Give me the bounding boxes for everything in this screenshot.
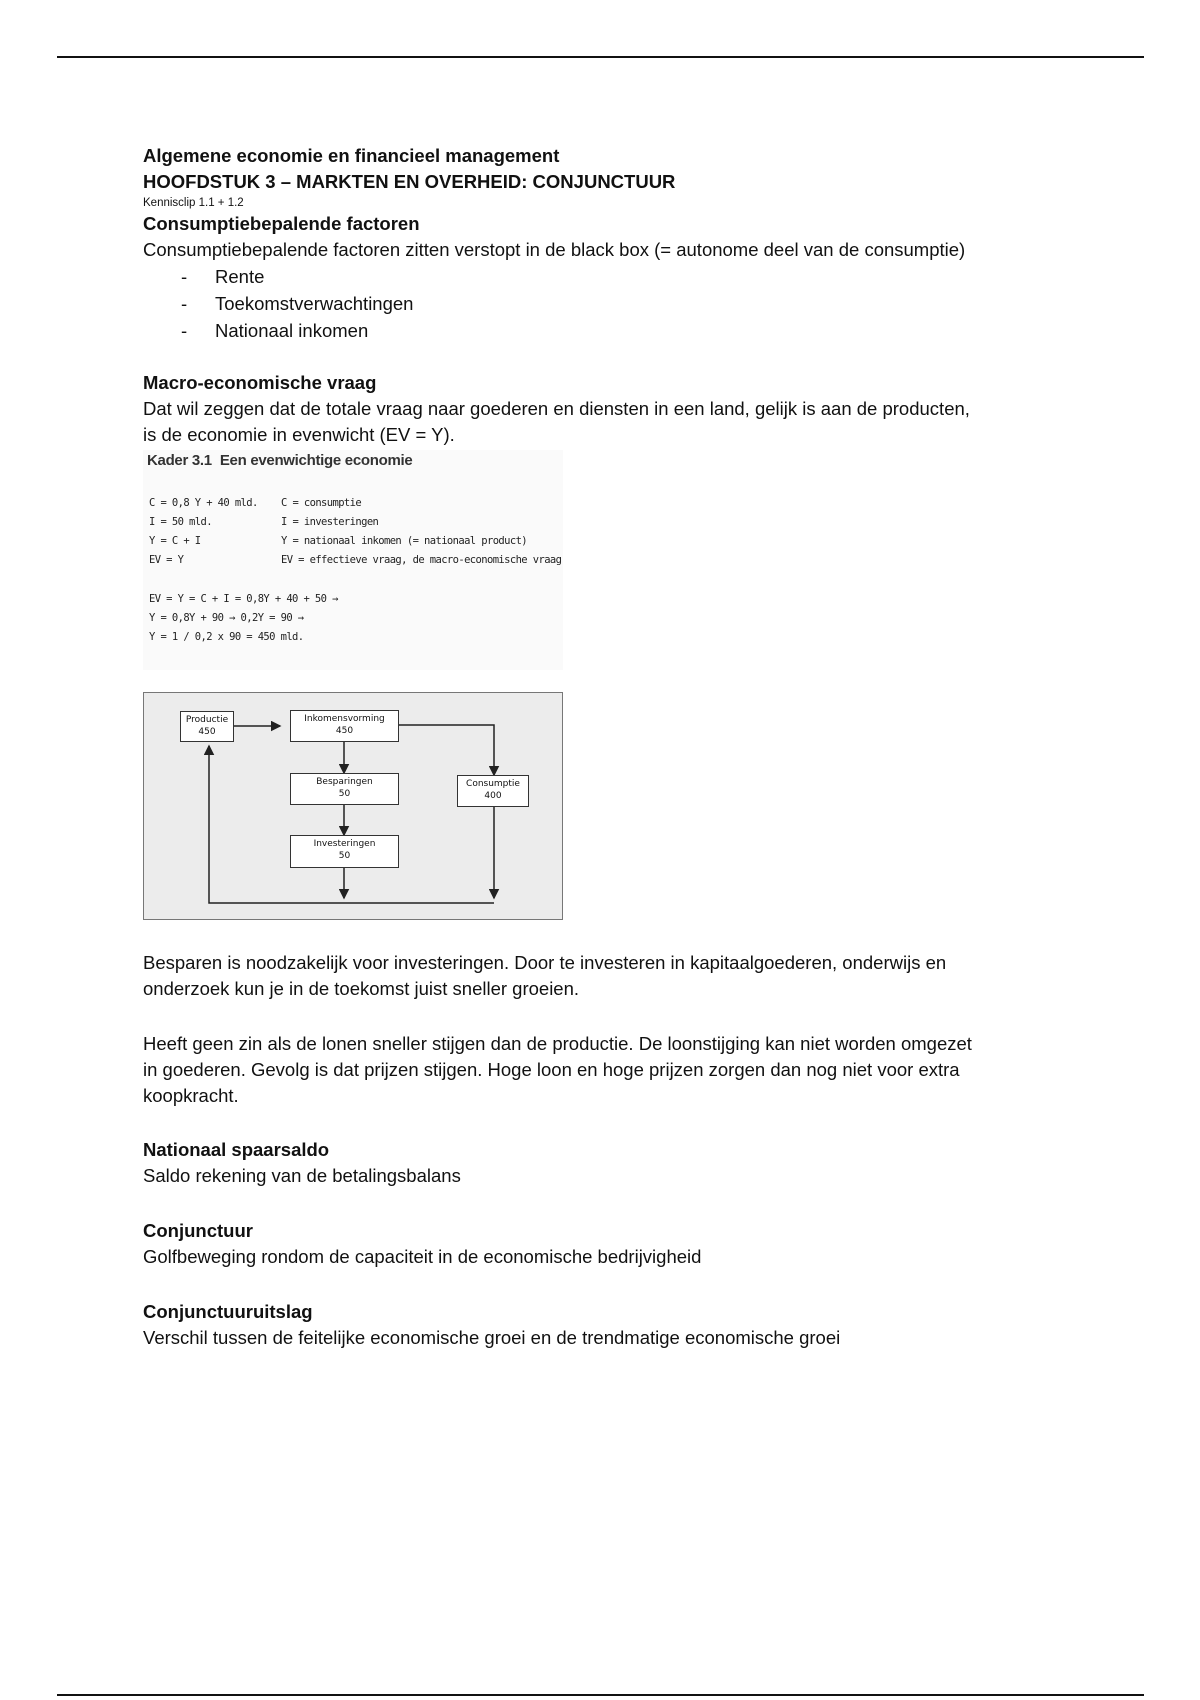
chapter-title: HOOFDSTUK 3 – MARKTEN EN OVERHEID: CONJUNCTUUR	[143, 171, 676, 192]
kader-derivation	[149, 590, 338, 647]
flow-box-besparingen	[290, 773, 399, 805]
bottom-rule	[57, 1694, 1144, 1696]
section-text-conjunctuuruitslag: Verschil tussen de feitelijke economische groei en de trendmatige economische groei	[143, 1327, 841, 1348]
arrow-return-productie	[209, 746, 494, 903]
factor-list	[143, 263, 1063, 344]
bullet-marker: -	[181, 320, 188, 341]
flow-box-label: Consumptie	[466, 779, 520, 789]
derivation-line: Y = 0,8Y + 90 → 0,2Y = 90 →	[149, 612, 304, 624]
equation: Y = C + I	[149, 535, 201, 547]
flow-box-consumptie	[457, 775, 529, 807]
section-text-consumptiebepalende: Consumptiebepalende factoren zitten verstopt in de black box (= autonome deel van de consumptie)	[143, 239, 966, 260]
definition: I = investeringen	[281, 516, 379, 528]
kader-figure	[143, 450, 563, 670]
kader-title	[147, 452, 412, 469]
kennisclip-label: Kennisclip 1.1 + 1.2	[143, 197, 244, 209]
section-text-conjunctuur: Golfbeweging rondom de capaciteit in de economische bedrijvigheid	[143, 1246, 702, 1267]
flow-box-label: Productie	[185, 715, 229, 725]
flow-box-value: 400	[484, 791, 502, 801]
flow-box-productie	[180, 711, 234, 742]
kader-title-text: Een evenwichtige economie	[219, 452, 413, 469]
flow-box-label: Investeringen	[313, 839, 376, 849]
list-item	[143, 290, 1063, 317]
paragraph-besparen-line2: onderzoek kun je in de toekomst juist sneller groeien.	[143, 978, 580, 999]
section-text-macro-line1: Dat wil zeggen dat de totale vraag naar goederen en diensten in een land, gelijk is aan de producten,	[143, 398, 970, 419]
section-heading-conjunctuur: Conjunctuur	[143, 1220, 253, 1241]
paragraph-lonen-line2: in goederen. Gevolg is dat prijzen stijgen. Hoge loon en hoge prijzen zorgen dan nog niet voor extra	[143, 1059, 960, 1080]
flow-box-inkomensvorming	[290, 710, 399, 742]
bullet-marker: -	[181, 266, 188, 287]
derivation-line: Y = 1 / 0,2 x 90 = 450 mld.	[149, 631, 304, 643]
equation: C = 0,8 Y + 40 mld.	[149, 497, 258, 509]
section-heading-macro: Macro-economische vraag	[143, 372, 377, 393]
definition: Y = nationaal inkomen (= nationaal product)	[281, 535, 528, 547]
derivation-line: EV = Y = C + I = 0,8Y + 40 + 50 →	[149, 593, 338, 605]
section-heading-spaarsaldo: Nationaal spaarsaldo	[143, 1139, 330, 1160]
section-text-macro-line2: is de economie in evenwicht (EV = Y).	[143, 424, 455, 445]
definition: EV = effectieve vraag, de macro-economische vraag	[281, 554, 562, 566]
definition: C = consumptie	[281, 497, 362, 509]
list-item-label: Nationaal inkomen	[215, 320, 369, 341]
document-body	[143, 143, 1063, 1351]
paragraph-lonen-line1: Heeft geen zin als de lonen sneller stijgen dan de productie. De loonstijging kan niet worden omgezet	[143, 1033, 972, 1054]
kader-number: Kader 3.1	[147, 452, 212, 469]
list-item	[143, 263, 1063, 290]
equation: I = 50 mld.	[149, 516, 212, 528]
top-rule	[57, 56, 1144, 58]
list-item	[143, 317, 1063, 344]
paragraph-lonen-line3: koopkracht.	[143, 1085, 239, 1106]
flow-box-label: Besparingen	[316, 777, 373, 787]
kader-equations	[149, 494, 258, 570]
list-item-label: Rente	[215, 266, 265, 287]
list-item-label: Toekomstverwachtingen	[215, 293, 414, 314]
flow-box-label: Inkomensvorming	[304, 714, 385, 724]
section-heading-conjunctuuruitslag: Conjunctuuruitslag	[143, 1301, 313, 1322]
arrow-inkomen-consumptie	[388, 725, 494, 775]
kader-definitions	[281, 494, 561, 570]
flow-box-value: 450	[198, 727, 216, 737]
flow-box-value: 450	[335, 726, 354, 736]
section-heading-consumptiebepalende: Consumptiebepalende factoren	[143, 213, 420, 234]
course-title: Algemene economie en financieel management	[143, 145, 560, 166]
flow-box-investeringen	[290, 835, 399, 868]
paragraph-besparen-line1: Besparen is noodzakelijk voor investeringen. Door te investeren in kapitaalgoederen, onderwijs en	[143, 952, 947, 973]
section-text-spaarsaldo: Saldo rekening van de betalingsbalans	[143, 1165, 461, 1186]
flow-box-value: 50	[338, 851, 351, 861]
flow-box-value: 50	[338, 789, 351, 799]
circular-flow-diagram	[143, 692, 563, 920]
equation: EV = Y	[149, 554, 184, 566]
bullet-marker: -	[181, 293, 188, 314]
